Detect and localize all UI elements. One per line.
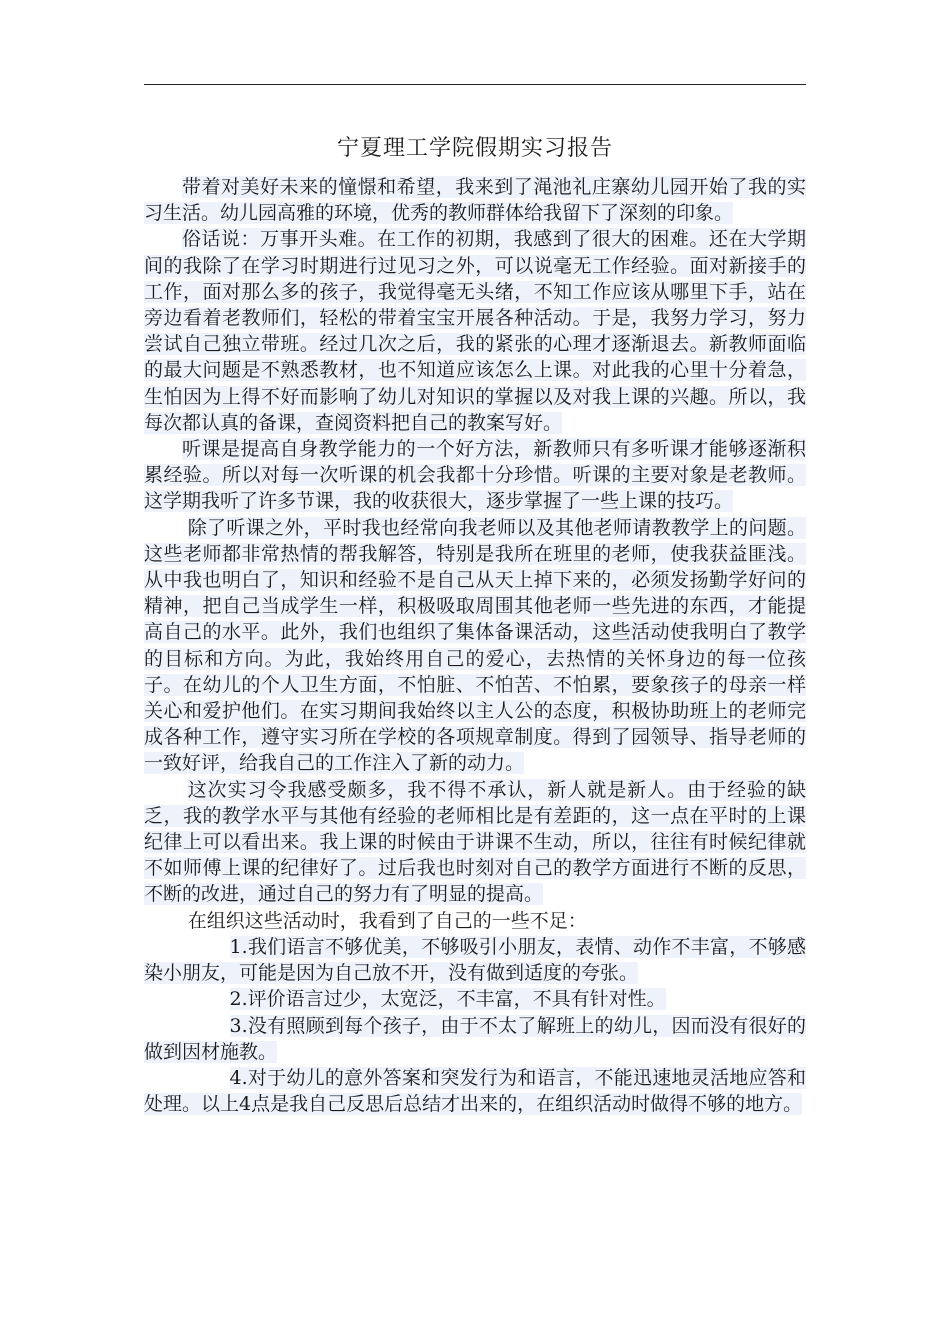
list-item xyxy=(144,1065,806,1117)
list-item xyxy=(144,934,806,986)
list-item xyxy=(144,986,806,1012)
list-item-text: 2.评价语言过少，太宽泛，不丰富，不具有针对性。 xyxy=(229,988,666,1011)
paragraph-shortcomings-intro xyxy=(144,908,806,934)
paragraph-beginning-difficulties xyxy=(144,226,806,436)
list-item xyxy=(144,1013,806,1065)
paragraph-text: 带着对美好未来的憧憬和希望，我来到了渑池礼庄寨幼儿园开始了我的实习生活。幼儿园高雅的环境，优秀的教师群体给我留下了深刻的印象。 xyxy=(144,176,806,225)
paragraph-attending-classes xyxy=(144,436,806,515)
page-title: 宁夏理工学院假期实习报告 xyxy=(336,136,613,161)
paragraph-intro xyxy=(144,174,806,226)
paragraph-text: 俗话说：万事开头难。在工作的初期，我感到了很大的困难。还在大学期间的我除了在学习时期进行过见习之外，可以说毫无工作经验。面对新接手的工作，面对那么多的孩子，我觉得毫无头绪，不知工作应该从哪里下手，站在旁边看着老教师们，轻松的带着宝宝开展各种活动。于是，我努力学习，努力尝试自己独立带班。经过几次之后，我的紧张的心理才逐渐退去。新教师面临的最大问题是不熟悉教材，也不知道应该怎么上课。对此我的心里十分着急，生怕因为上得不好而影响了幼儿对知识的掌握以及对我上课的兴趣。所以，我每次都认真的备课，查阅资料把自己的教案写好。 xyxy=(144,228,806,434)
paragraph-text: 在组织这些活动时，我看到了自己的一些不足： xyxy=(187,909,587,932)
paragraph-text: 除了听课之外，平时我也经常向我老师以及其他老师请教教学上的问题。这些老师都非常热情的帮我解答，特别是我所在班里的老师，使我获益匪浅。从中我也明白了，知识和经验不是自己从天上掉下来的，必须发扬勤学好问的精神，把自己当成学生一样，积极吸取周围其他老师一些先进的东西，才能提高自己的水平。此外，我们也组织了集体备课活动，这些活动使我明白了教学的目标和方向。为此，我始终用自己的爱心，去热情的关怀身边的每一位孩子。在幼儿的个人卫生方面，不怕脏、不怕苦、不怕累，要象孩子的母亲一样关心和爱护他们。在实习期间我始终以主人公的态度，积极协助班上的老师完成各种工作，遵守实习所在学校的各项规章制度。得到了园领导、指导老师的一致好评，给我自己的工作注入了新的动力。 xyxy=(144,516,806,775)
paragraph-text: 这次实习令我感受颇多，我不得不承认，新人就是新人。由于经验的缺乏，我的教学水平与其他有经验的老师相比是有差距的，这一点在平时的上课纪律上可以看出来。我上课的时候由于讲课不生动，所以，往往有时候纪律就不如师傅上课的纪律好了。过后我也时刻对自己的教学方面进行不断的反思，不断的改进，通过自己的努力有了明显的提高。 xyxy=(144,778,806,906)
paragraph-reflection xyxy=(144,777,806,908)
paragraph-text: 听课是提高自身教学能力的一个好方法，新教师只有多听课才能够逐渐积累经验。所以对每一次听课的机会我都十分珍惜。听课的主要对象是老教师。这学期我听了许多节课，我的收获很大，逐步掌握了一些上课的技巧。 xyxy=(144,438,806,513)
list-item-text: 3.没有照顾到每个孩子，由于不太了解班上的幼儿，因而没有很好的做到因材施教。 xyxy=(144,1014,806,1063)
report-body xyxy=(144,174,806,1117)
paragraph-asking-teachers xyxy=(144,515,806,777)
list-item-text: 1.我们语言不够优美，不够吸引小朋友，表情、动作不丰富，不够感染小朋友，可能是因为自己放不开，没有做到适度的夸张。 xyxy=(144,935,806,985)
header-rule xyxy=(144,84,806,85)
list-item-text: 4.对于幼儿的意外答案和突发行为和语言，不能迅速地灵活地应答和处理。以上4点是我自己反思后总结才出来的，在组织活动时做得不够的地方。 xyxy=(144,1066,806,1116)
